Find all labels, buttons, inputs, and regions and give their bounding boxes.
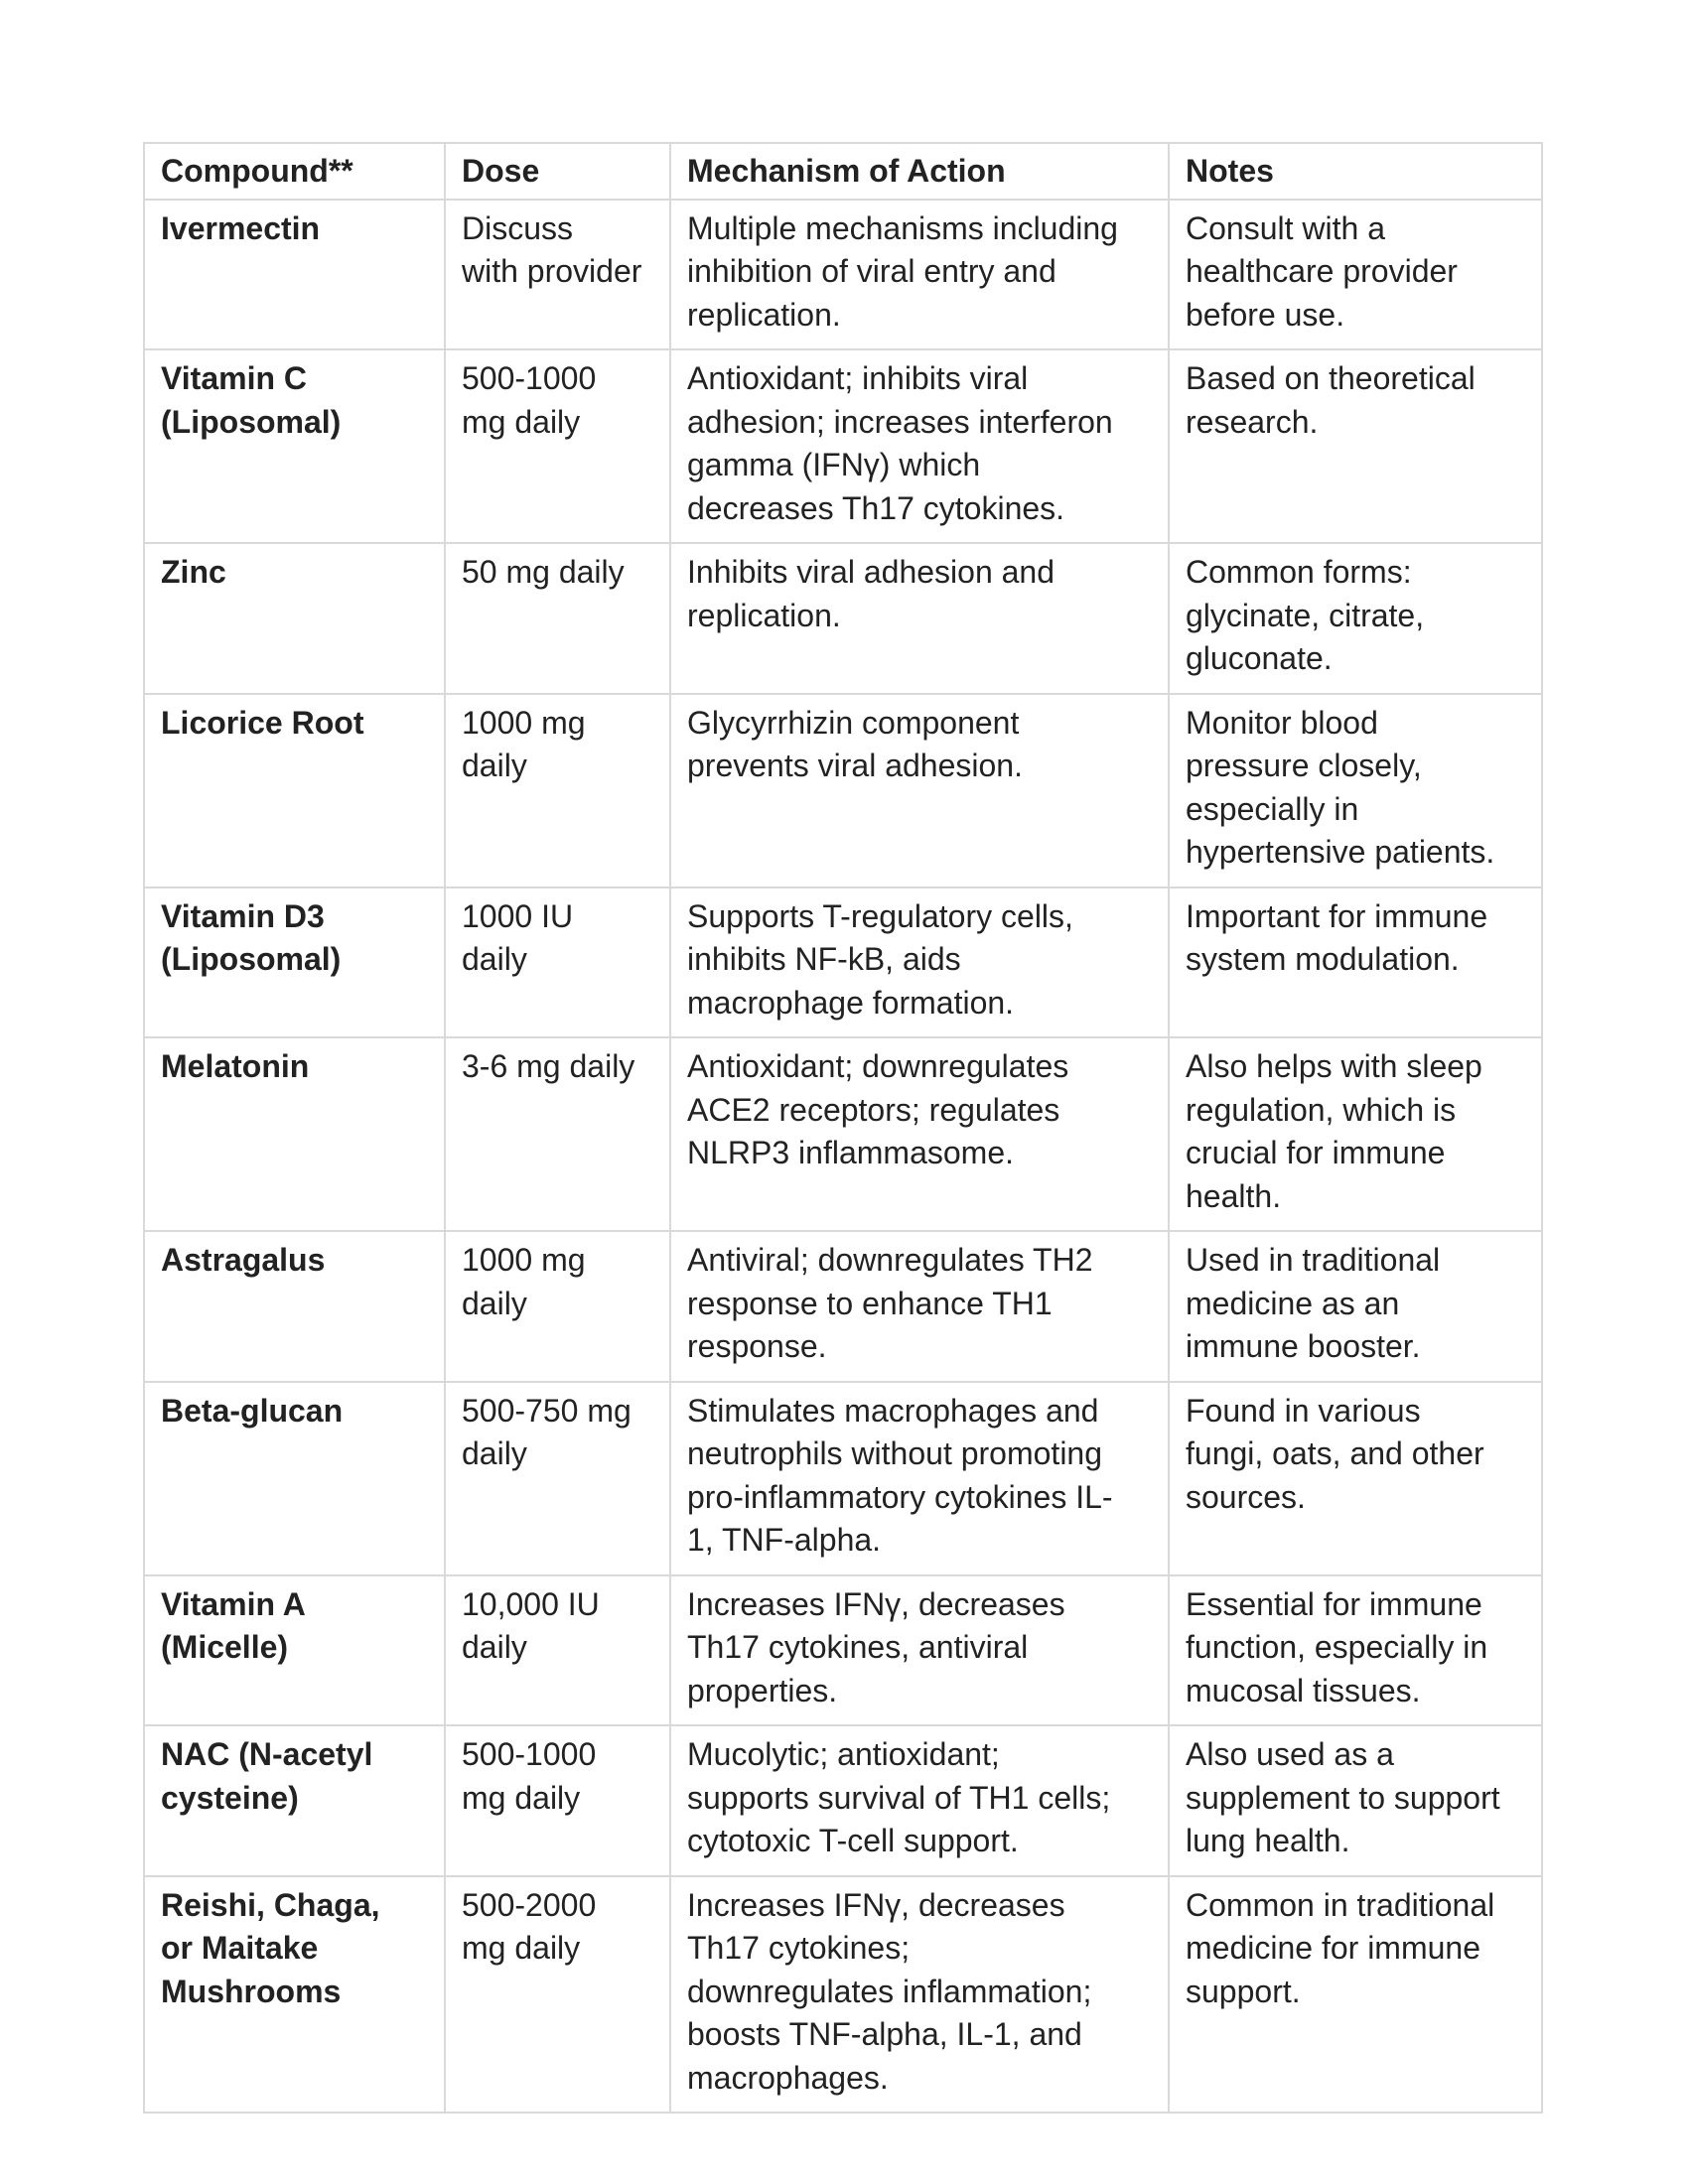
compound-cell: Vitamin C (Liposomal) [144, 349, 445, 543]
notes-cell: Common in traditional medicine for immune support. [1169, 1876, 1542, 2114]
table-row [144, 1575, 1542, 1726]
notes-cell: Consult with a healthcare provider before use. [1169, 200, 1542, 350]
dose-cell: 500-750 mg daily [445, 1382, 670, 1575]
compound-cell: Ivermectin [144, 200, 445, 350]
header-mechanism: Mechanism of Action [670, 143, 1169, 200]
compound-table-container [143, 142, 1541, 2114]
compound-cell: Zinc [144, 543, 445, 694]
notes-cell: Found in various fungi, oats, and other sources. [1169, 1382, 1542, 1575]
notes-cell: Also used as a supplement to support lung health. [1169, 1725, 1542, 1876]
mechanism-cell: Mucolytic; antioxidant; supports survival of TH1 cells; cytotoxic T-cell support. [670, 1725, 1169, 1876]
dose-cell: 50 mg daily [445, 543, 670, 694]
dose-cell: 1000 mg daily [445, 694, 670, 887]
table-row [144, 543, 1542, 694]
table-row [144, 200, 1542, 350]
mechanism-cell: Antioxidant; inhibits viral adhesion; increases interferon gamma (IFNγ) which decreases Th17 cytokines. [670, 349, 1169, 543]
compound-cell: Licorice Root [144, 694, 445, 887]
header-dose: Dose [445, 143, 670, 200]
compound-table [143, 142, 1543, 2114]
table-row [144, 1231, 1542, 1382]
header-notes: Notes [1169, 143, 1542, 200]
notes-cell: Essential for immune function, especially in mucosal tissues. [1169, 1575, 1542, 1726]
compound-cell: Melatonin [144, 1037, 445, 1231]
mechanism-cell: Multiple mechanisms including inhibition of viral entry and replication. [670, 200, 1169, 350]
mechanism-cell: Stimulates macrophages and neutrophils without promoting pro-inflammatory cytokines IL- 1, TNF-alpha. [670, 1382, 1169, 1575]
mechanism-cell: Antiviral; downregulates TH2 response to enhance TH1 response. [670, 1231, 1169, 1382]
compound-cell: NAC (N-acetyl cysteine) [144, 1725, 445, 1876]
table-header-row [144, 143, 1542, 200]
compound-cell: Vitamin A (Micelle) [144, 1575, 445, 1726]
table-row [144, 694, 1542, 887]
mechanism-cell: Antioxidant; downregulates ACE2 receptors; regulates NLRP3 inflammasome. [670, 1037, 1169, 1231]
notes-cell: Important for immune system modulation. [1169, 887, 1542, 1038]
compound-cell: Reishi, Chaga, or Maitake Mushrooms [144, 1876, 445, 2114]
dose-cell: 1000 IU daily [445, 887, 670, 1038]
table-row [144, 349, 1542, 543]
table-row [144, 1037, 1542, 1231]
compound-cell: Astragalus [144, 1231, 445, 1382]
mechanism-cell: Supports T-regulatory cells, inhibits NF-kB, aids macrophage formation. [670, 887, 1169, 1038]
notes-cell: Also helps with sleep regulation, which is crucial for immune health. [1169, 1037, 1542, 1231]
table-row [144, 1382, 1542, 1575]
table-row [144, 1725, 1542, 1876]
mechanism-cell: Inhibits viral adhesion and replication. [670, 543, 1169, 694]
dose-cell: 500-2000 mg daily [445, 1876, 670, 2114]
mechanism-cell: Increases IFNγ, decreases Th17 cytokines; downregulates inflammation; boosts TNF-alpha, IL-1, and macrophages. [670, 1876, 1169, 2114]
dose-cell: 3-6 mg daily [445, 1037, 670, 1231]
dose-cell: 1000 mg daily [445, 1231, 670, 1382]
notes-cell: Common forms: glycinate, citrate, gluconate. [1169, 543, 1542, 694]
table-row [144, 887, 1542, 1038]
mechanism-cell: Increases IFNγ, decreases Th17 cytokines, antiviral properties. [670, 1575, 1169, 1726]
dose-cell: 500-1000 mg daily [445, 349, 670, 543]
compound-cell: Beta-glucan [144, 1382, 445, 1575]
dose-cell: 10,000 IU daily [445, 1575, 670, 1726]
notes-cell: Monitor blood pressure closely, especially in hypertensive patients. [1169, 694, 1542, 887]
compound-cell: Vitamin D3 (Liposomal) [144, 887, 445, 1038]
dose-cell: Discuss with provider [445, 200, 670, 350]
dose-cell: 500-1000 mg daily [445, 1725, 670, 1876]
table-row [144, 1876, 1542, 2114]
header-compound: Compound** [144, 143, 445, 200]
mechanism-cell: Glycyrrhizin component prevents viral adhesion. [670, 694, 1169, 887]
notes-cell: Used in traditional medicine as an immune booster. [1169, 1231, 1542, 1382]
notes-cell: Based on theoretical research. [1169, 349, 1542, 543]
